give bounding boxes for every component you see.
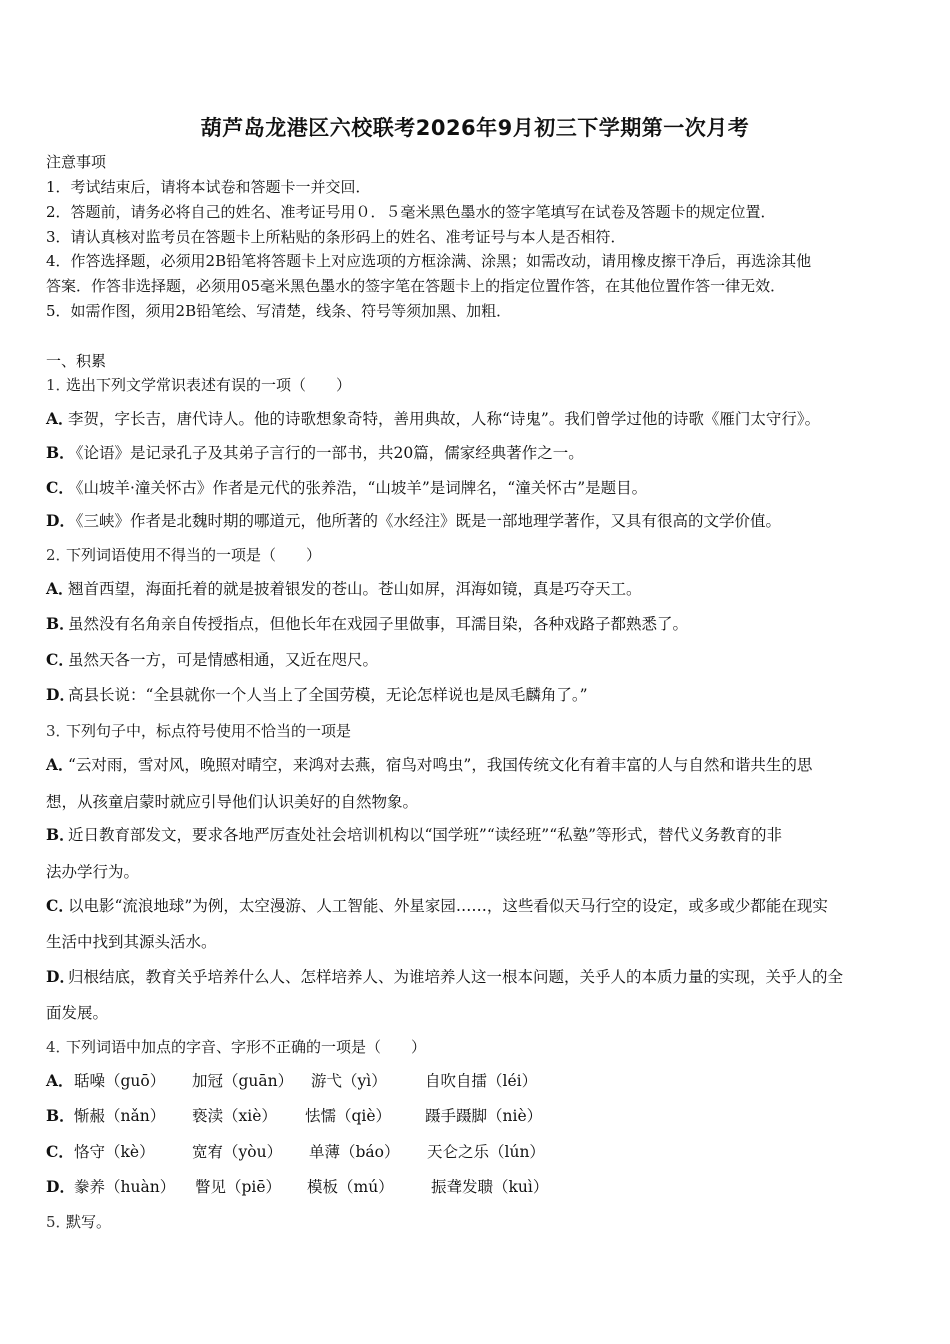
question-number: 3． — [46, 722, 71, 740]
q4-item: 单薄（báo） — [309, 1143, 400, 1161]
option-text: 《三峡》作者是北魏时期的哪道元，他所著的《水经注》既是一部地理学著作，又具有很高的文学价值。 — [68, 512, 782, 530]
q4-item: 模板（mú） — [307, 1178, 394, 1196]
q4-item: 惭赧（nǎn） — [74, 1107, 166, 1125]
option-label: B． — [46, 443, 75, 462]
notice-item: 1．考试结束后，请将本试卷和答题卡一并交回． — [46, 178, 371, 196]
notice-item: 3．请认真核对监考员在答题卡上所粘贴的条形码上的姓名、准考证号与本人是否相符． — [46, 228, 626, 246]
q1-option-a — [46, 409, 820, 429]
option-text: 虽然没有名角亲自传授指点，但他长年在戏园子里做事，耳濡目染，各种戏路子都熟悉了。 — [68, 615, 689, 633]
option-label: A． — [46, 755, 74, 774]
q4-row-d-label: D． — [46, 1177, 75, 1196]
option-text: 以电影“流浪地球”为例，太空漫游、人工智能、外星家园……，这些看似天马行空的设定，或多或少都能在现实 — [68, 897, 828, 915]
question-5 — [46, 1212, 111, 1232]
notice-heading: 注意事项 — [46, 153, 107, 171]
option-label: D． — [46, 685, 75, 704]
q4-item: 天仑之乐（lún） — [427, 1143, 545, 1161]
q4-item: 瞥见（piē） — [195, 1178, 282, 1196]
q3-option-b-cont: 法办学行为。 — [46, 863, 140, 881]
option-text: 高县长说：“全县就你一个人当上了全国劳模，无论怎样说也是凤毛麟角了。” — [68, 686, 588, 704]
q4-item: 怯懦（qiè） — [305, 1107, 392, 1125]
q4-item: 加冠（guān） — [192, 1072, 294, 1090]
q2-option-d — [46, 685, 588, 705]
option-label: D． — [46, 967, 75, 986]
option-text: 翘首西望，海面托着的就是披着银发的苍山。苍山如屏，洱海如镜，真是巧夺天工。 — [68, 580, 642, 598]
question-stem: 选出下列文学常识表述有误的一项（ ） — [66, 376, 352, 394]
notice-item: 2．答题前，请务必将自己的姓名、准考证号用０．５毫米黑色墨水的签字笔填写在试卷及答题卡的规定位置． — [46, 203, 776, 221]
option-label: C． — [46, 478, 74, 497]
q3-option-a-cont: 想，从孩童启蒙时就应引导他们认识美好的自然物象。 — [46, 793, 419, 811]
option-label: C． — [46, 650, 74, 669]
q4-item: 豢养（huàn） — [74, 1178, 176, 1196]
question-stem: 下列词语中加点的字音、字形不正确的一项是（ ） — [66, 1038, 427, 1056]
option-label: D． — [46, 511, 75, 530]
notice-item: 答案．作答非选择题，必须用05毫米黑色墨水的签字笔在答题卡上的指定位置作答，在其他位置作答一律无效． — [46, 277, 786, 295]
question-stem: 默写。 — [66, 1213, 112, 1231]
option-label: A． — [46, 409, 74, 428]
q2-option-a — [46, 579, 642, 599]
question-2 — [46, 545, 321, 565]
question-number: 4． — [46, 1038, 71, 1056]
option-label: C． — [46, 896, 74, 915]
q2-option-b — [46, 614, 688, 634]
option-label: B． — [46, 825, 75, 844]
q4-row-c-label: C． — [46, 1142, 74, 1161]
option-text: 李贺，字长吉，唐代诗人。他的诗歌想象奇特，善用典故，人称“诗鬼”。我们曾学过他的诗歌《雁门太守行》。 — [68, 410, 821, 428]
q4-item: 亵渎（xiè） — [192, 1107, 277, 1125]
notice-item: 5．如需作图，须用2B铅笔绘、写清楚，线条、符号等须加黑、加粗． — [46, 302, 512, 320]
q3-option-d-cont: 面发展。 — [46, 1004, 109, 1022]
option-text: “云对雨，雪对风，晚照对晴空，来鸿对去燕，宿鸟对鸣虫”，我国传统文化有着丰富的人与自然和谐共生的思 — [68, 756, 813, 774]
option-label: A． — [46, 579, 74, 598]
q3-option-d — [46, 967, 843, 987]
q4-item: 蹑手蹑脚（niè） — [425, 1107, 543, 1125]
question-1 — [46, 375, 351, 395]
q3-option-c-cont: 生活中找到其源头活水。 — [46, 933, 217, 951]
option-text: 《山坡羊·潼关怀古》作者是元代的张养浩，“山坡羊”是词牌名，“潼关怀古”是题目。 — [68, 479, 648, 497]
q4-item: 恪守（kè） — [74, 1143, 155, 1161]
q1-option-b — [46, 443, 584, 463]
q3-option-b — [46, 825, 782, 845]
q3-option-c — [46, 896, 828, 916]
question-number: 5． — [46, 1213, 71, 1231]
q4-item: 自吹自擂（léi） — [425, 1072, 538, 1090]
exam-title: 葫芦岛龙港区六校联考2026年9月初三下学期第一次月考 — [200, 116, 750, 140]
section-heading: 一、积累 — [46, 352, 107, 370]
option-label: B． — [46, 614, 75, 633]
q4-row-a-label: A． — [46, 1071, 74, 1090]
notice-item: 4．作答选择题，必须用2B铅笔将答题卡上对应选项的方框涂满、涂黑；如需改动，请用橡皮擦干净后，再选涂其他 — [46, 252, 812, 270]
q3-option-a — [46, 755, 812, 775]
question-number: 2． — [46, 546, 71, 564]
question-number: 1． — [46, 376, 71, 394]
q2-option-c — [46, 650, 378, 670]
option-text: 《论语》是记录孔子及其弟子言行的一部书，共20篇，儒家经典著作之一。 — [68, 444, 584, 462]
option-text: 近日教育部发文，要求各地严厉查处社会培训机构以“国学班”“读经班”“私塾”等形式，替代义务教育的非 — [68, 826, 783, 844]
q4-item: 宽宥（yòu） — [192, 1143, 283, 1161]
q4-row-b-label: B． — [46, 1106, 75, 1125]
q1-option-d — [46, 511, 781, 531]
option-text: 归根结底，教育关乎培养什么人、怎样培养人、为谁培养人这一根本问题，关乎人的本质力量的实现，关乎人的全 — [68, 968, 844, 986]
question-3 — [46, 721, 351, 741]
option-text: 虽然天各一方，可是情感相通，又近在咫尺。 — [68, 651, 379, 669]
q4-item: 游弋（yì） — [311, 1072, 387, 1090]
q4-item: 聒噪（guō） — [74, 1072, 166, 1090]
q4-item: 振聋发聩（kuì） — [431, 1178, 549, 1196]
question-stem: 下列词语使用不得当的一项是（ ） — [66, 546, 322, 564]
q1-option-c — [46, 478, 647, 498]
question-stem: 下列句子中，标点符号使用不恰当的一项是 — [66, 722, 352, 740]
question-4 — [46, 1037, 426, 1057]
